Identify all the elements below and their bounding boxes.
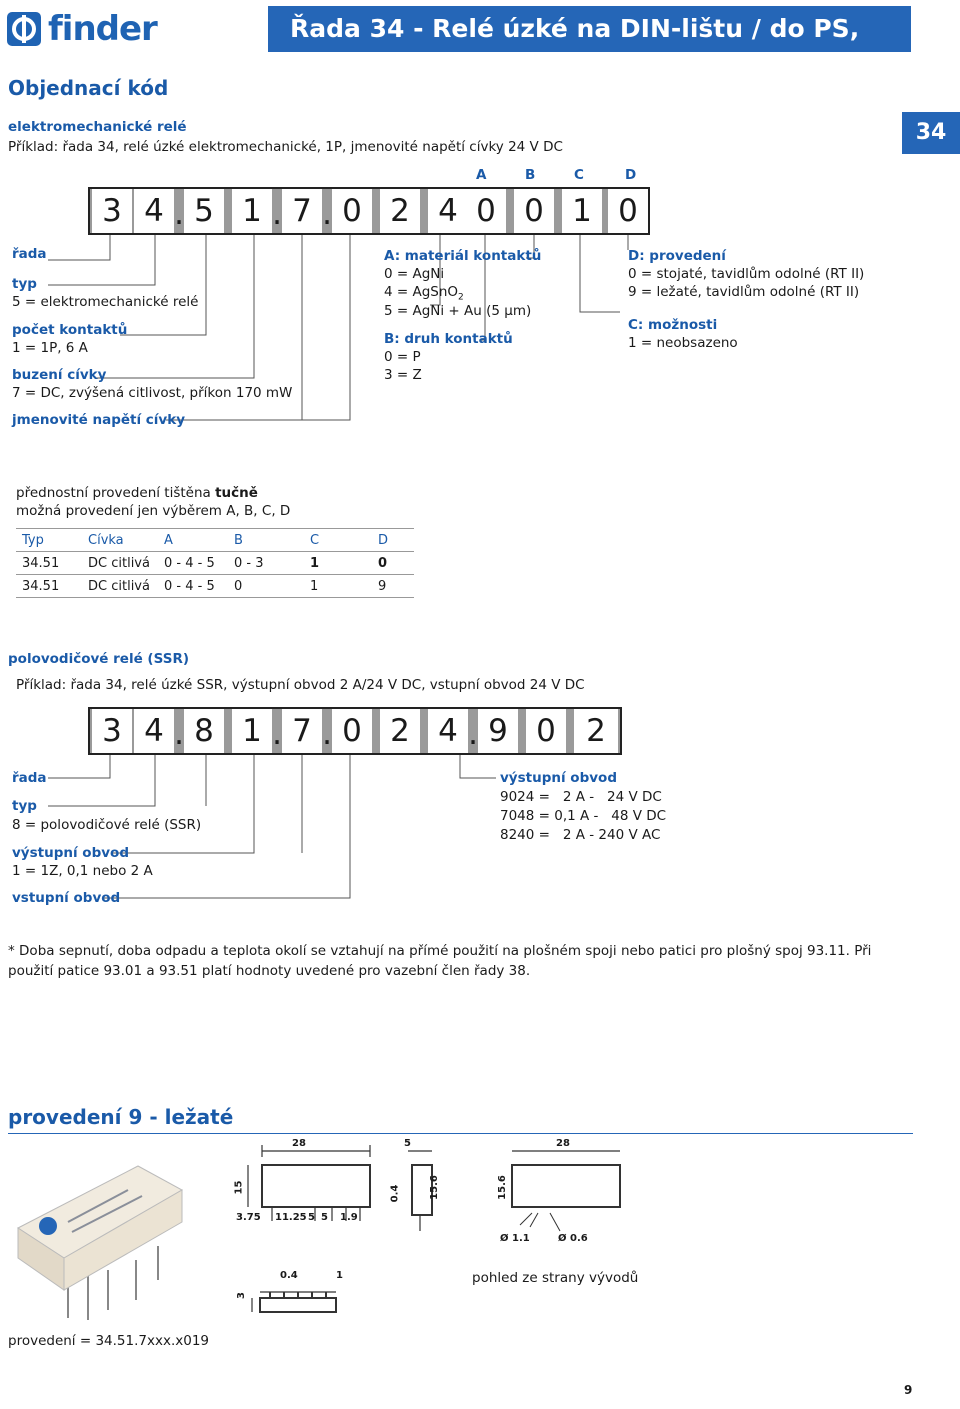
table-header: Typ bbox=[16, 529, 82, 552]
code-digit: 8 bbox=[184, 709, 224, 753]
b-title: B: druh kontaktů bbox=[384, 331, 513, 347]
code-dot: . bbox=[174, 196, 184, 232]
b-line: 0 = P bbox=[384, 349, 421, 365]
pref-note2: možná provedení jen výběrem A, B, C, D bbox=[16, 503, 291, 519]
dim-label: 15.6 bbox=[496, 1175, 508, 1200]
code-digit: 2 bbox=[380, 189, 420, 233]
code-digit: 1 bbox=[232, 709, 272, 753]
table-header: B bbox=[228, 529, 304, 552]
ssr-label-typ: typ bbox=[12, 798, 37, 814]
relay-photo bbox=[8, 1150, 188, 1325]
dim-label: 28 bbox=[292, 1138, 306, 1149]
table-header: Cívka bbox=[82, 529, 158, 552]
d-line: 0 = stojaté, tavidlům odolné (RT II) bbox=[628, 266, 865, 282]
code-digit: 7 bbox=[282, 189, 322, 233]
section-heading: Objednací kód bbox=[8, 76, 169, 100]
table-cell: 1 bbox=[304, 552, 372, 575]
table-header: A bbox=[158, 529, 228, 552]
code-digit: 3 bbox=[92, 189, 132, 233]
ssr-output-line: 7048 = 0,1 A - 48 V DC bbox=[500, 808, 667, 824]
d-line: 9 = ležaté, tavidlům odolné (RT II) bbox=[628, 284, 860, 300]
code-dot: . bbox=[272, 196, 282, 232]
label-napeti: jmenovité napětí cívky bbox=[12, 412, 186, 428]
ssr-label-vystup: výstupní obvod bbox=[12, 845, 129, 861]
dim-label: 3.75 bbox=[236, 1212, 261, 1223]
dim-label: 1.9 bbox=[340, 1212, 358, 1223]
a-line-sub: 2 bbox=[458, 292, 464, 303]
dim-label: 5 bbox=[404, 1138, 411, 1149]
code-digit: 4 bbox=[428, 709, 468, 753]
code-digit: 5 bbox=[184, 189, 224, 233]
code-digit: 2 bbox=[380, 709, 420, 753]
c-line: 1 = neobsazeno bbox=[628, 335, 738, 351]
code-dot: . bbox=[468, 716, 478, 752]
dim-label: 0.4 bbox=[389, 1184, 401, 1203]
code-digit: 3 bbox=[92, 709, 132, 753]
dim-label: 15.6 bbox=[428, 1175, 440, 1200]
d-title: D: provedení bbox=[628, 248, 726, 264]
ssr-output-line: 9024 = 2 A - 24 V DC bbox=[500, 789, 662, 805]
table-cell: 0 bbox=[372, 552, 414, 575]
code-digit: 0 bbox=[332, 189, 372, 233]
label-pocet: počet kontaktů bbox=[12, 322, 128, 338]
code-digit: 4 bbox=[134, 709, 174, 753]
code-dot: . bbox=[174, 716, 184, 752]
code-digit: 0 bbox=[514, 189, 554, 233]
a-line-text: 4 = AgSnO bbox=[384, 284, 459, 300]
em-subheading: elektromechanické relé bbox=[8, 119, 187, 135]
table-cell: 0 - 4 - 5 bbox=[158, 552, 228, 575]
footnote: * Doba sepnutí, doba odpadu a teplota okolí se vztahují na přímé použití na plošném spoji nebo patici pro plošný spoj 93.11. Při použití patice 93.01 a 93.51 platí hodnoty uvedené pro vazební člen řady 38. bbox=[8, 943, 872, 979]
code-digit: 4 bbox=[428, 189, 468, 233]
label-buzeni-value: 7 = DC, zvýšená citlivost, příkon 170 mW bbox=[12, 385, 293, 401]
dim-label: 1 bbox=[336, 1270, 343, 1281]
ssr-label-vystup-value: 1 = 1Z, 0,1 nebo 2 A bbox=[12, 863, 153, 879]
em-example: Příklad: řada 34, relé úzké elektromechanické, 1P, jmenovité napětí cívky 24 V DC bbox=[8, 139, 563, 155]
page-title: Řada 34 - Relé úzké na DIN-lištu / do PS, 0,1 - 2 - 6 A bbox=[268, 6, 911, 52]
table-cell: DC citlivá bbox=[82, 552, 158, 575]
table-cell: 0 - 4 - 5 bbox=[158, 575, 228, 598]
code-digit: 7 bbox=[282, 709, 322, 753]
table-cell: 0 - 3 bbox=[228, 552, 304, 575]
ssr-label-rada: řada bbox=[12, 770, 47, 786]
brand-name: finder bbox=[48, 9, 157, 49]
letter-c: C bbox=[574, 167, 584, 183]
label-buzeni: buzení cívky bbox=[12, 367, 107, 383]
dim-label: 15 bbox=[233, 1180, 245, 1195]
code-digit: 9 bbox=[478, 709, 518, 753]
label-typ-value: 5 = elektromechanické relé bbox=[12, 294, 199, 310]
code-digit: 0 bbox=[608, 189, 648, 233]
variant-heading: provedení 9 - ležaté bbox=[8, 1105, 234, 1129]
letter-d: D bbox=[625, 167, 637, 183]
b-line: 3 = Z bbox=[384, 367, 422, 383]
letter-b: B bbox=[525, 167, 536, 183]
code-digit: 0 bbox=[466, 189, 506, 233]
table-cell: 1 bbox=[304, 575, 372, 598]
ssr-output-line: 8240 = 2 A - 240 V AC bbox=[500, 827, 661, 843]
dim-label: 28 bbox=[556, 1138, 570, 1149]
table-header: C bbox=[304, 529, 372, 552]
dim-label: 0.4 bbox=[280, 1270, 298, 1281]
letter-a: A bbox=[476, 167, 487, 183]
dim-label: Ø 0.6 bbox=[558, 1233, 588, 1244]
ssr-subheading: polovodičové relé (SSR) bbox=[8, 651, 190, 667]
dim-label: 3 bbox=[235, 1292, 247, 1299]
table-cell: 34.51 bbox=[16, 575, 82, 598]
label-pocet-value: 1 = 1P, 6 A bbox=[12, 340, 88, 356]
code-dot: . bbox=[272, 716, 282, 752]
label-rada: řada bbox=[12, 246, 47, 262]
table-cell: 0 bbox=[228, 575, 304, 598]
pin-view-label: pohled ze strany vývodů bbox=[472, 1270, 639, 1286]
table-cell: 34.51 bbox=[16, 552, 82, 575]
dim-label: 11.25 bbox=[275, 1212, 307, 1223]
a-line: 0 = AgNi bbox=[384, 266, 445, 282]
ssr-example: Příklad: řada 34, relé úzké SSR, výstupní obvod 2 A/24 V DC, vstupní obvod 24 V DC bbox=[16, 677, 585, 693]
code-digit: 2 bbox=[574, 709, 618, 753]
c-title: C: možnosti bbox=[628, 317, 718, 333]
page-number: 9 bbox=[904, 1383, 913, 1397]
pref-note-bold: tučně bbox=[215, 485, 258, 501]
code-dot: . bbox=[322, 716, 332, 752]
code-digit: 4 bbox=[134, 189, 174, 233]
table-cell: 9 bbox=[372, 575, 414, 598]
label-typ: typ bbox=[12, 276, 37, 292]
code-digit: 0 bbox=[526, 709, 566, 753]
ssr-output-title: výstupní obvod bbox=[500, 770, 617, 786]
code-dot: . bbox=[322, 196, 332, 232]
dim-label: 5 bbox=[308, 1212, 315, 1223]
table-header: D bbox=[372, 529, 414, 552]
dim-label: 5 bbox=[321, 1212, 328, 1223]
a-title: A: materiál kontaktů bbox=[384, 248, 542, 264]
ssr-label-typ-value: 8 = polovodičové relé (SSR) bbox=[12, 817, 202, 833]
code-digit: 0 bbox=[332, 709, 372, 753]
pref-note-text: přednostní provedení tištěna bbox=[16, 485, 211, 501]
variant-divider bbox=[8, 1133, 913, 1134]
table-cell: DC citlivá bbox=[82, 575, 158, 598]
code-digit: 1 bbox=[562, 189, 602, 233]
dim-label: Ø 1.1 bbox=[500, 1233, 530, 1244]
a-line: 5 = AgNi + Au (5 μm) bbox=[384, 303, 532, 319]
variant-caption: provedení = 34.51.7xxx.x019 bbox=[8, 1333, 209, 1349]
section-tab: 34 bbox=[902, 112, 960, 154]
ssr-label-vstup: vstupní obvod bbox=[12, 890, 121, 906]
code-digit: 1 bbox=[232, 189, 272, 233]
